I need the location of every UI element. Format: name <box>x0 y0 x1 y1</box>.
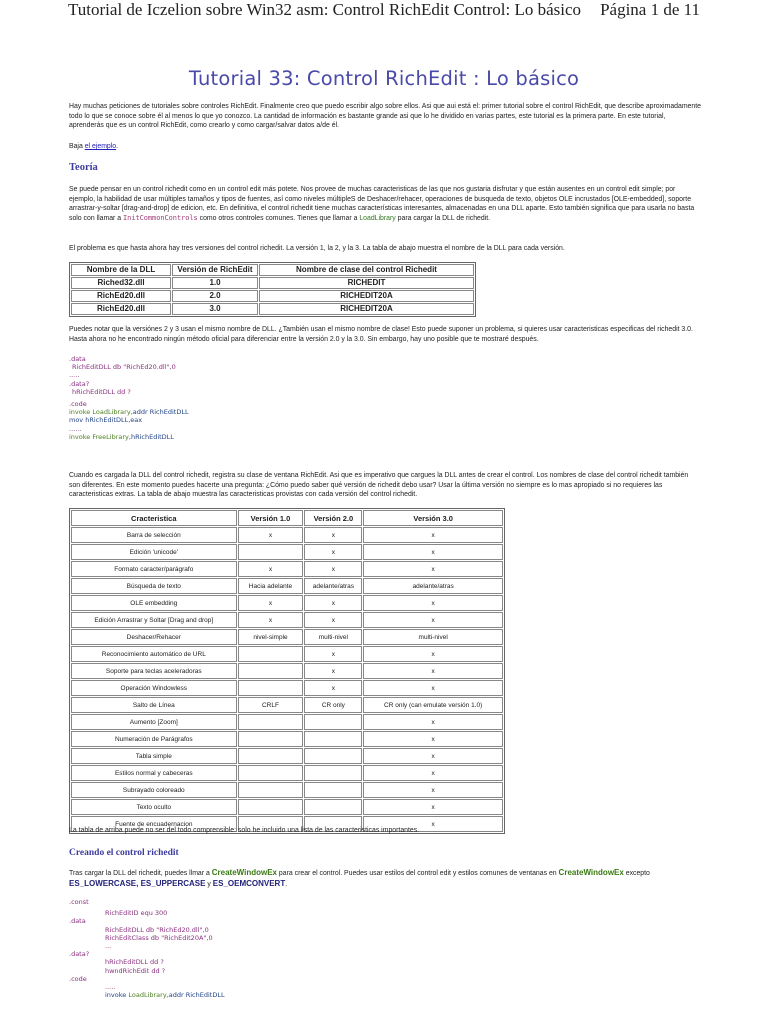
code-line: ... <box>105 942 112 951</box>
table-cell: RICHEDIT20A <box>259 290 474 302</box>
table-row <box>71 277 474 289</box>
table-cell: x <box>304 595 362 611</box>
table-cell: x <box>304 561 362 577</box>
table-row <box>71 595 503 611</box>
code-block-2 <box>69 898 225 999</box>
table-header-cell: Nombre de la DLL <box>71 264 171 276</box>
table-row <box>71 697 503 713</box>
table-cell: CRLF <box>238 697 304 713</box>
table-cell <box>238 714 304 730</box>
code-line: RichEditDLL db "RichEd20.dll",0 <box>72 363 176 372</box>
code-line: hRichEditDLL dd ? <box>105 958 164 967</box>
code-args: ,addr RichEditDLL <box>166 991 225 1000</box>
table-cell: x <box>304 680 362 696</box>
table-row <box>71 303 474 315</box>
teoria-paragraph-2: El problema es que hasta ahora hay tres versiones del control richedit. La versión 1, la 2, y la 3. La tabla de abajo muestra el nombre de la DLL para cada versión. <box>69 245 565 252</box>
table-cell: 2.0 <box>172 290 258 302</box>
code-line <box>69 408 189 416</box>
table-cell: x <box>363 765 503 781</box>
table-cell: Formato caracter/parágrafo <box>71 561 237 577</box>
table-cell: Barra de selección <box>71 527 237 543</box>
table-row <box>71 612 503 628</box>
table-cell <box>238 663 304 679</box>
table-row <box>71 799 503 815</box>
table-row <box>71 290 474 302</box>
features-table <box>69 508 505 834</box>
table-header-row <box>71 264 474 276</box>
code-keyword: invoke <box>105 991 129 1000</box>
table-row <box>71 748 503 764</box>
code-line <box>69 433 189 441</box>
table-row <box>71 765 503 781</box>
table-cell: x <box>304 646 362 662</box>
table-cell: 3.0 <box>172 303 258 315</box>
table-cell: CR only <box>304 697 362 713</box>
download-line <box>69 142 701 152</box>
table-cell: x <box>363 663 503 679</box>
table-cell: RichEd20.dll <box>71 290 171 302</box>
table-cell: Hacia adelante <box>238 578 304 594</box>
header-title: Tutorial de Iczelion sobre Win32 asm: Control RichEdit Control: Lo básico <box>68 0 582 19</box>
table-row <box>71 629 503 645</box>
table-cell: Búsqueda de texto <box>71 578 237 594</box>
code-line: RichEditClass db "RichEdit20A",0 <box>105 933 213 942</box>
code-function: FreeLibrary <box>92 432 129 441</box>
table-cell <box>238 799 304 815</box>
createwindowex-ref: CreateWindowEx <box>211 868 278 877</box>
table-cell: x <box>363 816 503 832</box>
table-cell: x <box>363 612 503 628</box>
teoria-paragraph-1 <box>69 185 701 223</box>
table-cell <box>238 680 304 696</box>
code-function: LoadLibrary <box>128 991 167 1000</box>
example-download-link[interactable]: el ejemplo <box>84 143 117 150</box>
table-cell: x <box>304 612 362 628</box>
table-row <box>71 527 503 543</box>
code-line: .data <box>69 917 86 926</box>
table-cell: x <box>363 561 503 577</box>
table-cell: 1.0 <box>172 277 258 289</box>
table-cell: RichEd20.dll <box>71 303 171 315</box>
table-row <box>71 663 503 679</box>
code-line: ...... <box>69 424 82 433</box>
tutorial-title: Tutorial 33: Control RichEdit : Lo básico <box>188 67 580 90</box>
teoria-text-b: como otros controles comunes. Tienes que llamar a <box>197 214 360 222</box>
table-cell: Numeración de Parágrafos <box>71 731 237 747</box>
code-line: hRichEditDLL dd ? <box>72 387 131 396</box>
dll-version-table <box>69 262 476 317</box>
table-cell: adelante/atras <box>304 578 362 594</box>
section-heading-creando: Creando el control richedit <box>69 848 179 858</box>
table-row <box>71 782 503 798</box>
code-line: .data? <box>69 950 90 959</box>
creando-text-c: excepto <box>623 870 650 877</box>
code-line: hwndRichEdit dd ? <box>105 966 166 975</box>
table-header-cell: Cracteristica <box>71 510 237 526</box>
table-row <box>71 680 503 696</box>
table-cell: Fuente de encuadernacion <box>71 816 237 832</box>
creando-text-a: Tras cargar la DLL del richedit, puedes llmar a <box>69 870 212 877</box>
teoria-text-c: para cargar la DLL de richedit. <box>395 214 491 222</box>
page-number: Página 1 de 11 <box>600 0 700 19</box>
table-cell: x <box>238 612 304 628</box>
code-line: ..... <box>105 983 116 992</box>
table-cell: RICHEDIT20A <box>259 303 474 315</box>
table-row <box>71 561 503 577</box>
table-cell <box>304 799 362 815</box>
table-cell: adelante/atras <box>363 578 503 594</box>
table-cell <box>238 731 304 747</box>
table-header-cell: Versión 3.0 <box>363 510 503 526</box>
table-header-cell: Nombre de clase del control Richedit <box>259 264 474 276</box>
teoria-text-a: Se puede pensar en un control richedit como en un control edit más potete. Nos provee de muchas caracteristicas de las que nos gustaria disfrutar y que están ausentes en un control edit simple; por ejemplo, la habilidad de usar múltiples tamaños y tipos de fuentes, así como niveles múltipleS de Deshacer/rehacer, operaciones de busqueda de texto, objetos OLE incrustados [OLE-embedded], soporte arrastrar-y-soltar [drag-and-drop] de edicion, etc. En definitiva, el control richedit tiene muchas características interesantes, almacenadas en una DLL aparte. Esto también significa que para usarla no basta solo con llamar a <box>69 186 695 222</box>
table-cell: x <box>363 799 503 815</box>
versions-paragraph: Puedes notar que la versiónes 2 y 3 usan el mismo nombre de DLL. ¿También usan el mismo nombre de clase! Esto puede suponer un problema, si quieres usar caracteristicas especificas del richedit 3.0. Hasta ahora no he encontrado ningún método oficial para diferenciar entre la versión 2.0 y la 3.0. Sin embargo, hay uno posible que te mostraré después. <box>69 326 693 343</box>
code-line: ..... <box>69 371 80 380</box>
table-row <box>71 714 503 730</box>
style-constant: ES_OEMCONVERT <box>212 879 286 888</box>
table-cell: Reconocimiento automático de URL <box>71 646 237 662</box>
table-cell: x <box>363 527 503 543</box>
table-cell: Riched32.dll <box>71 277 171 289</box>
table-cell: x <box>363 782 503 798</box>
table-cell: multi-nivel <box>304 629 362 645</box>
page-header <box>68 0 700 24</box>
table-cell: OLE embedding <box>71 595 237 611</box>
table-cell: Estilos normal y cabeceras <box>71 765 237 781</box>
table-cell: Edición Arrastrar y Soltar [Drag and drop] <box>71 612 237 628</box>
initcommoncontrols-ref: InitCommonControls <box>123 213 198 222</box>
table-cell: Aumento [Zoom] <box>71 714 237 730</box>
code-keyword: invoke <box>69 432 93 441</box>
creando-text-b: para crear el control. Puedes usar estilos del control edit y estilos comunes de ventanas en <box>277 870 559 877</box>
table-cell: RICHEDIT <box>259 277 474 289</box>
code-line: .data <box>69 355 86 363</box>
table-cell: x <box>238 595 304 611</box>
table-cell: Deshacer/Rehacer <box>71 629 237 645</box>
creando-text-d: y <box>205 881 213 888</box>
table-cell: Tabla simple <box>71 748 237 764</box>
table-cell: Edición 'unicode' <box>71 544 237 560</box>
table-header-cell: Versión 1.0 <box>238 510 304 526</box>
table-cell: x <box>238 561 304 577</box>
table-row <box>71 731 503 747</box>
code-line: mov hRichEditDLL,eax <box>69 416 143 425</box>
table-cell: Soporte para teclas aceleradoras <box>71 663 237 679</box>
table-cell <box>238 748 304 764</box>
table-row <box>71 544 503 560</box>
code-args: ,hRichEditDLL <box>128 432 174 441</box>
table-cell: x <box>363 544 503 560</box>
table-header-row <box>71 510 503 526</box>
code-line: .code <box>69 974 87 983</box>
table-note: La tabla de arriba puede no ser del todo comprensible: solo he incluido una lista de las caracteristicas importantes. <box>69 827 420 834</box>
table-row <box>71 646 503 662</box>
code-line: .code <box>69 400 87 409</box>
table-cell <box>238 646 304 662</box>
load-dll-paragraph: Cuando es cargada la DLL del control richedit, registra su clase de ventana RichEdit. Asi que es imperativo que cargues la DLL antes de crear el control. Los nombres de clase del control richedit también son diferentes. En este momento puedes hacerte una pregunta: ¿Cómo puedo saber qué versión de richedit debo usar? Usar la última versión no siempre es lo mas apropiado si no requieres las caracteristicas extras. La tabla de abajo muestra las caracteristicas provistas con cada versión del control richedit. <box>69 472 689 499</box>
table-cell: x <box>304 544 362 560</box>
table-cell: multi-nivel <box>363 629 503 645</box>
code-function: LoadLibrary <box>92 408 131 417</box>
style-constants: ES_LOWERCASE, ES_UPPERCASE <box>69 879 206 888</box>
table-cell <box>238 544 304 560</box>
table-cell: x <box>304 663 362 679</box>
code-line: .data? <box>69 379 90 388</box>
table-cell <box>238 765 304 781</box>
table-cell <box>238 782 304 798</box>
table-cell: CR only (can emulate versión 1.0) <box>363 697 503 713</box>
code-args: ,addr RichEditDLL <box>130 408 189 417</box>
creando-text-e: . <box>285 881 288 888</box>
createwindowex-ref: CreateWindowEx <box>558 868 624 877</box>
table-row <box>71 578 503 594</box>
download-prefix: Baja <box>69 143 85 150</box>
table-cell: x <box>304 527 362 543</box>
creando-paragraph <box>69 868 701 890</box>
table-cell: x <box>363 748 503 764</box>
table-cell <box>304 782 362 798</box>
table-cell: x <box>363 646 503 662</box>
code-line: .const <box>69 898 89 906</box>
table-cell: x <box>238 527 304 543</box>
table-cell <box>304 765 362 781</box>
code-line <box>69 991 225 999</box>
table-cell: nivel-simple <box>238 629 304 645</box>
table-cell <box>304 714 362 730</box>
table-header-cell: Versión 2.0 <box>304 510 362 526</box>
code-block-1 <box>69 355 189 441</box>
code-line: RichEditDLL db "RichEd20.dll",0 <box>105 925 209 934</box>
code-line: RichEditID equ 300 <box>105 909 168 918</box>
table-cell <box>304 748 362 764</box>
loadlibrary-ref: LoadLibrary <box>359 214 396 222</box>
table-cell: Operación Windowless <box>71 680 237 696</box>
table-cell: Salto de Línea <box>71 697 237 713</box>
table-cell: x <box>363 680 503 696</box>
section-heading-teoria: Teoría <box>69 162 98 173</box>
intro-paragraph: Hay muchas peticiones de tutoriales sobre controles RichEdit. Finalmente creo que puedo escribir algo sobre ellos. Asi que aui está el: primer tutorial sobre el control RichEdit, que describe aproximadamente todo lo que se conoce sobre él al menos lo que yo conozco. La cantidad de información es bastante grande asi que lo he dividido en varias partes, este tutorial es la primera parte. En este tutorial, aprenderás que es un control RichEdit, como crearlo y como cargar/salvar datos a/de él. <box>69 103 701 130</box>
download-suffix: . <box>116 143 119 150</box>
table-cell: x <box>363 714 503 730</box>
table-cell: x <box>363 595 503 611</box>
table-header-cell: Versión de RichEdit <box>172 264 258 276</box>
code-keyword: invoke <box>69 408 93 417</box>
table-cell: Texto oculto <box>71 799 237 815</box>
table-cell: x <box>363 731 503 747</box>
table-cell: Subrayado coloreado <box>71 782 237 798</box>
table-cell <box>304 731 362 747</box>
